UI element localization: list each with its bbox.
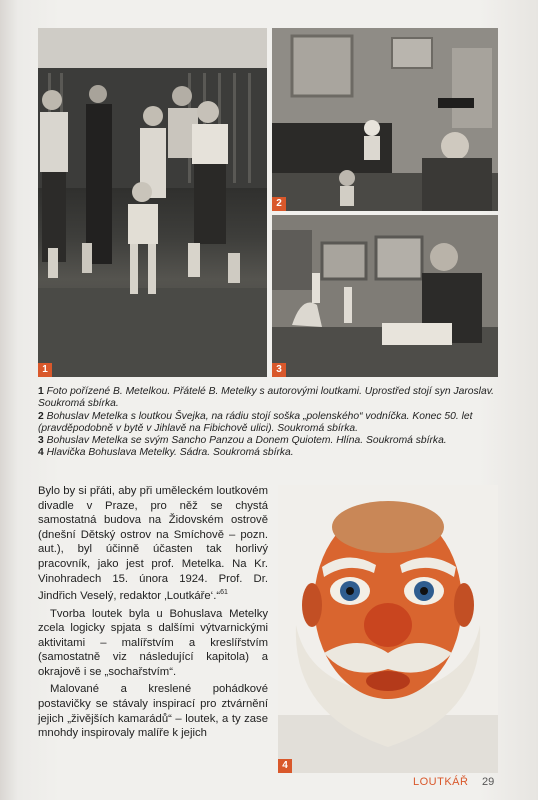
- body-paragraph-2: Tvorba loutek byla u Bohuslava Metelky zcela logicky spjata s dalšími výtvarnickými aktivitami – malířstvím a kreslířstvím (samostatně viz následující kapitola) a okrajově i se „sochařstvím“.: [38, 607, 268, 678]
- photo-number-1: 1: [38, 363, 52, 377]
- page-number: 29: [482, 776, 495, 788]
- caption-3: 3 Bohuslav Metelka se svým Sancho Panzou a Donem Quiotem. Hlína. Soukromá sbírka.: [38, 435, 447, 447]
- photo-don-quixote-illustration: [272, 215, 498, 377]
- photo-number-3: 3: [272, 363, 286, 377]
- photo-metelka-with-don-quixote: [272, 215, 498, 377]
- photo-family-with-puppets: [38, 28, 267, 377]
- photo-metelka-svejk-illustration: [272, 28, 498, 211]
- puppet-head-illustration: [278, 485, 498, 773]
- body-paragraph-1: Bylo by si přáti, aby při uměleckém loutkovém divadle v Praze, pro něž se chystá samostatná budova na Židovském ostrově (dnešní Dětský ostrov na Smíchově – pozn. aut.), byl účinně účasten tak horlivý pracovník, jako jest prof. Metelka. Na Kr. Vinohradech 15. února 1924. Prof. Dr. Jindřich Veselý, redaktor ‚Loutkáře‘.“$^{61}$: [38, 485, 268, 602]
- caption-2: 2 Bohuslav Metelka s loutkou Švejka, na rádiu stojí soška „polenského“ vodníčka. Konec 50. let (pravděpodobně v bytě v Jihlavě na Fibichově ulici). Soukromá sbírka.: [38, 410, 473, 434]
- caption-1: 1 Foto pořízené B. Metelkou. Přátelé B. Metelky s autorovými loutkami. Uprostřed stojí syn Jaroslav. Soukromá sbírka.: [38, 386, 494, 410]
- photo-family-illustration: [38, 28, 267, 377]
- photo-number-4: 4: [278, 759, 292, 773]
- photo-number-2: 2: [272, 197, 286, 211]
- body-paragraph-3: Malované a kreslené pohádkové postavičky se stávaly inspirací pro ztvárnění jejich „živějších kamarádů“ – loutek, a ty zase mnohdy inspirovaly malíře k jejich: [38, 683, 268, 740]
- running-footer-title: LOUTKÁŘ: [413, 776, 469, 788]
- caption-4: 4 Hlavička Bohuslava Metelky. Sádra. Soukromá sbírka.: [38, 447, 294, 459]
- photo-captions: [38, 386, 498, 460]
- footnote-ref: 61: [220, 589, 228, 597]
- photo-metelka-with-svejk: [272, 28, 498, 211]
- photo-puppet-head: [278, 485, 498, 773]
- article-body: [38, 484, 268, 744]
